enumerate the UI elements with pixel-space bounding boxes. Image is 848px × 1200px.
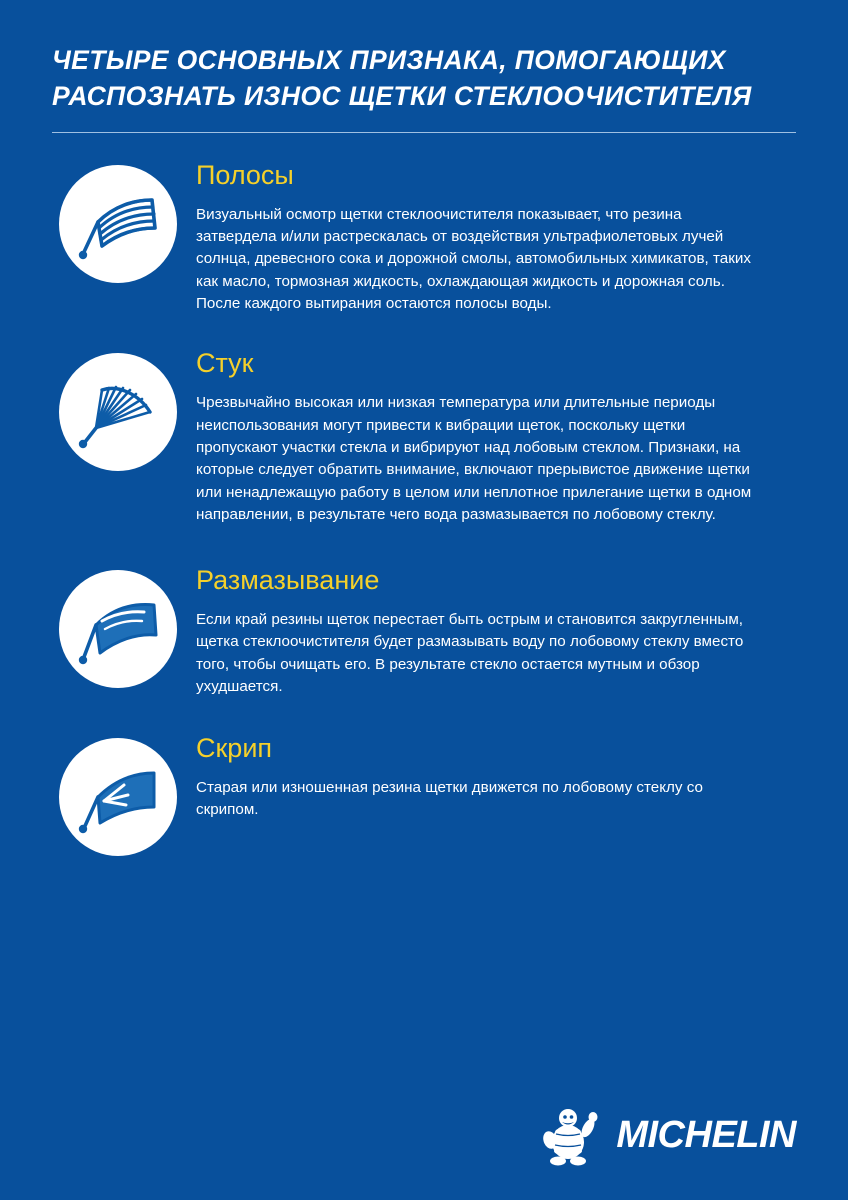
section-heading: Размазывание [196,565,380,596]
brand-footer [532,1104,796,1166]
section-squeak [52,734,796,856]
icon-container [52,349,184,471]
section-body [184,161,796,315]
section-text: Старая или изношенная резина щетки движется по лобовому стеклу со скрипом. [196,778,703,819]
section-smearing [52,566,796,698]
icon-container [52,734,184,856]
section-heading: Скрип [196,733,273,764]
icon-container [52,161,184,283]
sections-list [52,161,796,856]
section-streaks [52,161,796,315]
title-divider [52,132,796,133]
brand-name: MICHELIN [616,1114,796,1156]
section-text: Чрезвычайно высокая или низкая температура или длительные периоды неиспользования могут привести к вибрации щеток, поскольку щетки пропускают участки стекла и вибрируют над лобовым стеклом. Признаки, на которые следует обратить внимание, включают прерывистое движение щетки или ненадлежащую работу в целом или неплотное прилегание щетки в одном направлении, в результате чего вода размазывается по лобовому стеклу. [196,394,752,523]
section-body [184,566,796,698]
section-text: Визуальный осмотр щетки стеклоочистителя показывает, что резина затвердела и/или растрескалась от воздействия ультрафиолетовых лучей солнца, древесного сока и дорожной смолы, автомобильных химикатов, таких как масло, тормозная жидкость, охлаждающая жидкость и дорожная соль. После каждого вытирания остаются полосы воды. [196,205,751,313]
section-text: Если край резины щеток перестает быть острым и становится закругленным, щетка стеклоочистителя будет размазывать воду по лобовому стеклу вместо того, чтобы очищать его. В результате стекло остается мутным и обзор ухудшается. [196,610,744,695]
wiper-smearing-icon [59,570,177,688]
icon-container [52,566,184,688]
section-heading: Стук [196,348,254,379]
wiper-squeak-icon [59,738,177,856]
section-heading: Полосы [196,160,294,191]
section-body [184,734,796,821]
page-title: ЧЕТЫРЕ ОСНОВНЫХ ПРИЗНАКА, ПОМОГАЮЩИХ РАСПОЗНАТЬ ИЗНОС ЩЕТКИ СТЕКЛООЧИСТИТЕЛЯ [52,45,752,112]
section-body [184,349,796,526]
wiper-streaks-icon [59,165,177,283]
wiper-chatter-icon [59,353,177,471]
section-chatter [52,349,796,526]
bibendum-logo [532,1104,606,1166]
